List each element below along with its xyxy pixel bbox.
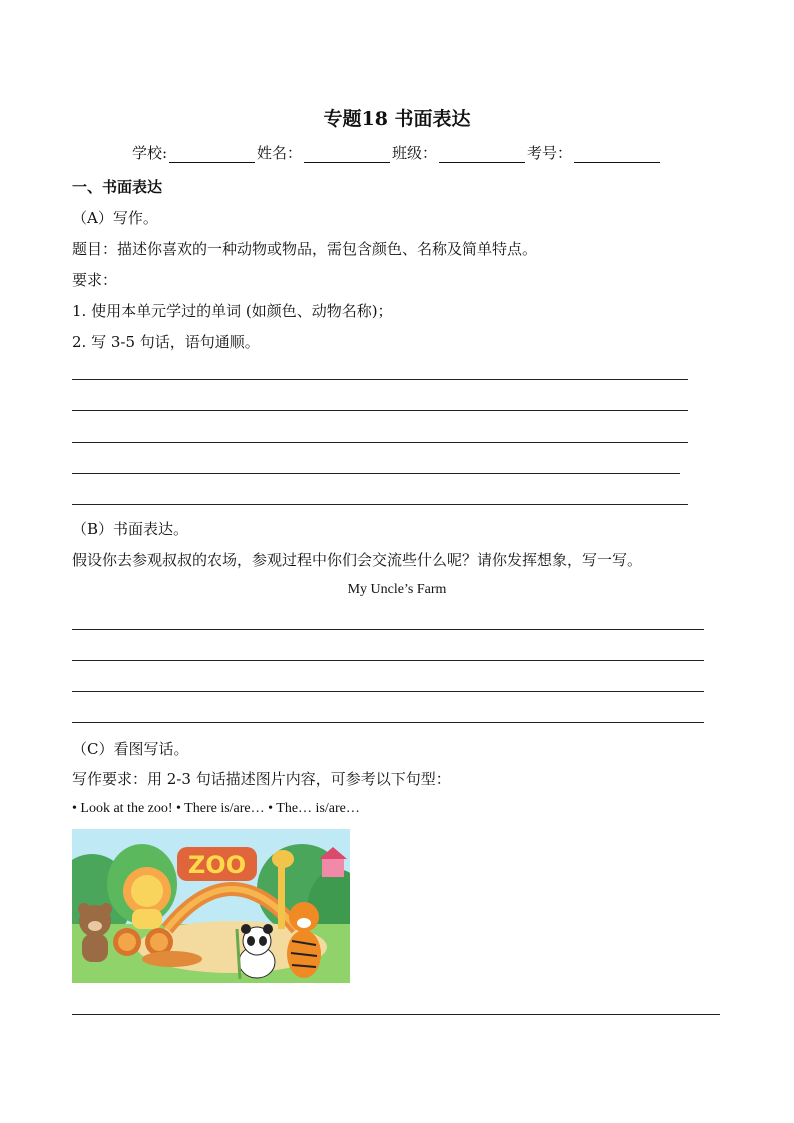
zoo-illustration <box>72 829 350 983</box>
name-label: 姓名： <box>257 144 303 162</box>
writing-line[interactable] <box>72 660 704 661</box>
part-a-topic: 题目：描述你喜欢的一种动物或物品，需包含颜色、名称及简单特点。 <box>72 240 538 258</box>
writing-line[interactable] <box>72 410 688 411</box>
part-a-requirement-2: 2. 写 3-5 句话，语句通顺。 <box>72 333 260 351</box>
number-label: 考号： <box>527 144 573 162</box>
writing-line[interactable] <box>72 1014 720 1015</box>
school-blank[interactable] <box>169 146 255 163</box>
class-blank[interactable] <box>439 146 525 163</box>
sentence-patterns: • Look at the zoo! • There is/are… • The… is/are… <box>72 801 360 816</box>
name-blank[interactable] <box>304 146 390 163</box>
student-info-line <box>0 142 794 163</box>
writing-line[interactable] <box>72 379 688 380</box>
part-a-heading: （A）写作。 <box>72 209 158 227</box>
writing-line[interactable] <box>72 473 680 474</box>
page-title: 专题18 书面表达 <box>323 108 471 130</box>
part-b-prompt: 假设你去参观叔叔的农场，参观过程中你们会交流些什么呢？请你发挥想象，写一写。 <box>72 551 643 569</box>
writing-line[interactable] <box>72 442 688 443</box>
class-label: 班级： <box>392 144 438 162</box>
writing-line[interactable] <box>72 629 704 630</box>
part-c-requirement: 写作要求：用 2-3 句话描述图片内容，可参考以下句型： <box>72 770 451 788</box>
part-a-requirements-label: 要求： <box>72 271 118 289</box>
part-a-requirement-1: 1. 使用本单元学过的单词 (如颜色、动物名称)； <box>72 302 393 320</box>
zoo-sign-text: ZOO <box>187 851 247 879</box>
writing-line[interactable] <box>72 504 688 505</box>
section-heading: 一、书面表达 <box>72 178 163 196</box>
zoo-picture <box>72 829 350 983</box>
part-b-heading: （B）书面表达。 <box>72 520 189 538</box>
part-c-heading: （C）看图写话。 <box>72 740 189 758</box>
writing-line[interactable] <box>72 722 704 723</box>
number-blank[interactable] <box>574 146 660 163</box>
school-label: 学校: <box>131 144 167 162</box>
essay-title: My Uncle’s Farm <box>347 582 447 597</box>
writing-line[interactable] <box>72 691 704 692</box>
